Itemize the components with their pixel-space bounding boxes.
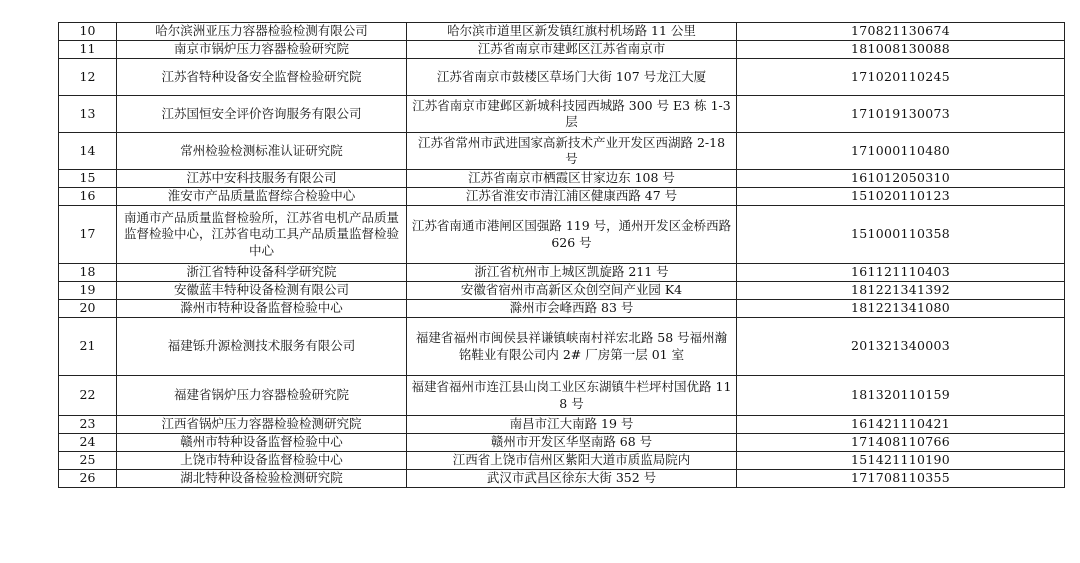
institution-address: 江苏省南京市建邺区新城科技园西城路 300 号 E3 栋 1-3 层 xyxy=(407,96,737,133)
row-number: 22 xyxy=(59,376,117,416)
institution-address: 江苏省南通市港闸区国强路 119 号，通州开发区金桥西路 626 号 xyxy=(407,206,737,264)
certificate-number: 161012050310 xyxy=(737,170,1065,188)
row-number: 13 xyxy=(59,96,117,133)
certificate-number: 151000110358 xyxy=(737,206,1065,264)
table-row xyxy=(59,434,1065,452)
table-row xyxy=(59,470,1065,488)
certificate-number: 161421110421 xyxy=(737,416,1065,434)
table-row xyxy=(59,206,1065,264)
table-row xyxy=(59,452,1065,470)
institution-name: 南通市产品质量监督检验所，江苏省电机产品质量监督检验中心，江苏省电动工具产品质量监督检验中心 xyxy=(117,206,407,264)
institution-address: 浙江省杭州市上城区凯旋路 211 号 xyxy=(407,264,737,282)
row-number: 16 xyxy=(59,188,117,206)
table-row xyxy=(59,170,1065,188)
certificate-number: 181320110159 xyxy=(737,376,1065,416)
institution-name: 滁州市特种设备监督检验中心 xyxy=(117,300,407,318)
institution-address: 江苏省淮安市清江浦区健康西路 47 号 xyxy=(407,188,737,206)
table-row xyxy=(59,23,1065,41)
row-number: 26 xyxy=(59,470,117,488)
institution-name: 江苏省特种设备安全监督检验研究院 xyxy=(117,59,407,96)
institution-name: 淮安市产品质量监督综合检验中心 xyxy=(117,188,407,206)
institution-name: 福建省锅炉压力容器检验研究院 xyxy=(117,376,407,416)
institution-name: 安徽蓝丰特种设备检测有限公司 xyxy=(117,282,407,300)
table-row xyxy=(59,416,1065,434)
institution-address: 福建省福州市闽侯县祥谦镇峡南村祥宏北路 58 号福州瀚铭鞋业有限公司内 2# 厂房第一层 01 室 xyxy=(407,318,737,376)
institution-address: 江苏省南京市栖霞区甘家边东 108 号 xyxy=(407,170,737,188)
table-row xyxy=(59,264,1065,282)
row-number: 15 xyxy=(59,170,117,188)
institution-address: 江西省上饶市信州区紫阳大道市质监局院内 xyxy=(407,452,737,470)
row-number: 19 xyxy=(59,282,117,300)
institution-name: 江苏国恒安全评价咨询服务有限公司 xyxy=(117,96,407,133)
row-number: 18 xyxy=(59,264,117,282)
institution-name: 福建铄升源检测技术服务有限公司 xyxy=(117,318,407,376)
institution-name: 浙江省特种设备科学研究院 xyxy=(117,264,407,282)
institution-name: 哈尔滨洲亚压力容器检验检测有限公司 xyxy=(117,23,407,41)
table-row xyxy=(59,96,1065,133)
row-number: 14 xyxy=(59,133,117,170)
certificate-number: 151020110123 xyxy=(737,188,1065,206)
institution-name: 湖北特种设备检验检测研究院 xyxy=(117,470,407,488)
row-number: 24 xyxy=(59,434,117,452)
table-row xyxy=(59,133,1065,170)
certificate-number: 181221341392 xyxy=(737,282,1065,300)
institution-address: 哈尔滨市道里区新发镇红旗村机场路 11 公里 xyxy=(407,23,737,41)
institution-address: 武汉市武昌区徐东大街 352 号 xyxy=(407,470,737,488)
table-row xyxy=(59,300,1065,318)
table-row xyxy=(59,41,1065,59)
row-number: 23 xyxy=(59,416,117,434)
institution-address: 南昌市江大南路 19 号 xyxy=(407,416,737,434)
row-number: 25 xyxy=(59,452,117,470)
row-number: 12 xyxy=(59,59,117,96)
institution-name: 江苏中安科技服务有限公司 xyxy=(117,170,407,188)
certificate-number: 171020110245 xyxy=(737,59,1065,96)
certificate-number: 181221341080 xyxy=(737,300,1065,318)
table-row xyxy=(59,318,1065,376)
row-number: 20 xyxy=(59,300,117,318)
certificate-number: 171708110355 xyxy=(737,470,1065,488)
table-row xyxy=(59,376,1065,416)
certificate-number: 171408110766 xyxy=(737,434,1065,452)
institution-address: 赣州市开发区华坚南路 68 号 xyxy=(407,434,737,452)
institution-name: 常州检验检测标准认证研究院 xyxy=(117,133,407,170)
certificate-number: 201321340003 xyxy=(737,318,1065,376)
institution-name: 南京市锅炉压力容器检验研究院 xyxy=(117,41,407,59)
institution-address: 滁州市会峰西路 83 号 xyxy=(407,300,737,318)
institution-name: 江西省锅炉压力容器检验检测研究院 xyxy=(117,416,407,434)
institution-name: 上饶市特种设备监督检验中心 xyxy=(117,452,407,470)
row-number: 10 xyxy=(59,23,117,41)
certificate-number: 161121110403 xyxy=(737,264,1065,282)
institution-address: 安徽省宿州市高新区众创空间产业园 K4 xyxy=(407,282,737,300)
institution-address: 福建省福州市连江县山岗工业区东湖镇牛栏坪村国优路 118 号 xyxy=(407,376,737,416)
institution-address: 江苏省常州市武进国家高新技术产业开发区西湖路 2-18 号 xyxy=(407,133,737,170)
certificate-number: 181008130088 xyxy=(737,41,1065,59)
certificate-number: 151421110190 xyxy=(737,452,1065,470)
institution-address: 江苏省南京市鼓楼区草场门大街 107 号龙江大厦 xyxy=(407,59,737,96)
certificate-number: 170821130674 xyxy=(737,23,1065,41)
table-row xyxy=(59,59,1065,96)
row-number: 21 xyxy=(59,318,117,376)
certificate-number: 171000110480 xyxy=(737,133,1065,170)
row-number: 17 xyxy=(59,206,117,264)
table-row xyxy=(59,282,1065,300)
institution-address: 江苏省南京市建邺区江苏省南京市 xyxy=(407,41,737,59)
table-row xyxy=(59,188,1065,206)
institution-name: 赣州市特种设备监督检验中心 xyxy=(117,434,407,452)
row-number: 11 xyxy=(59,41,117,59)
institution-table xyxy=(58,22,1065,488)
certificate-number: 171019130073 xyxy=(737,96,1065,133)
